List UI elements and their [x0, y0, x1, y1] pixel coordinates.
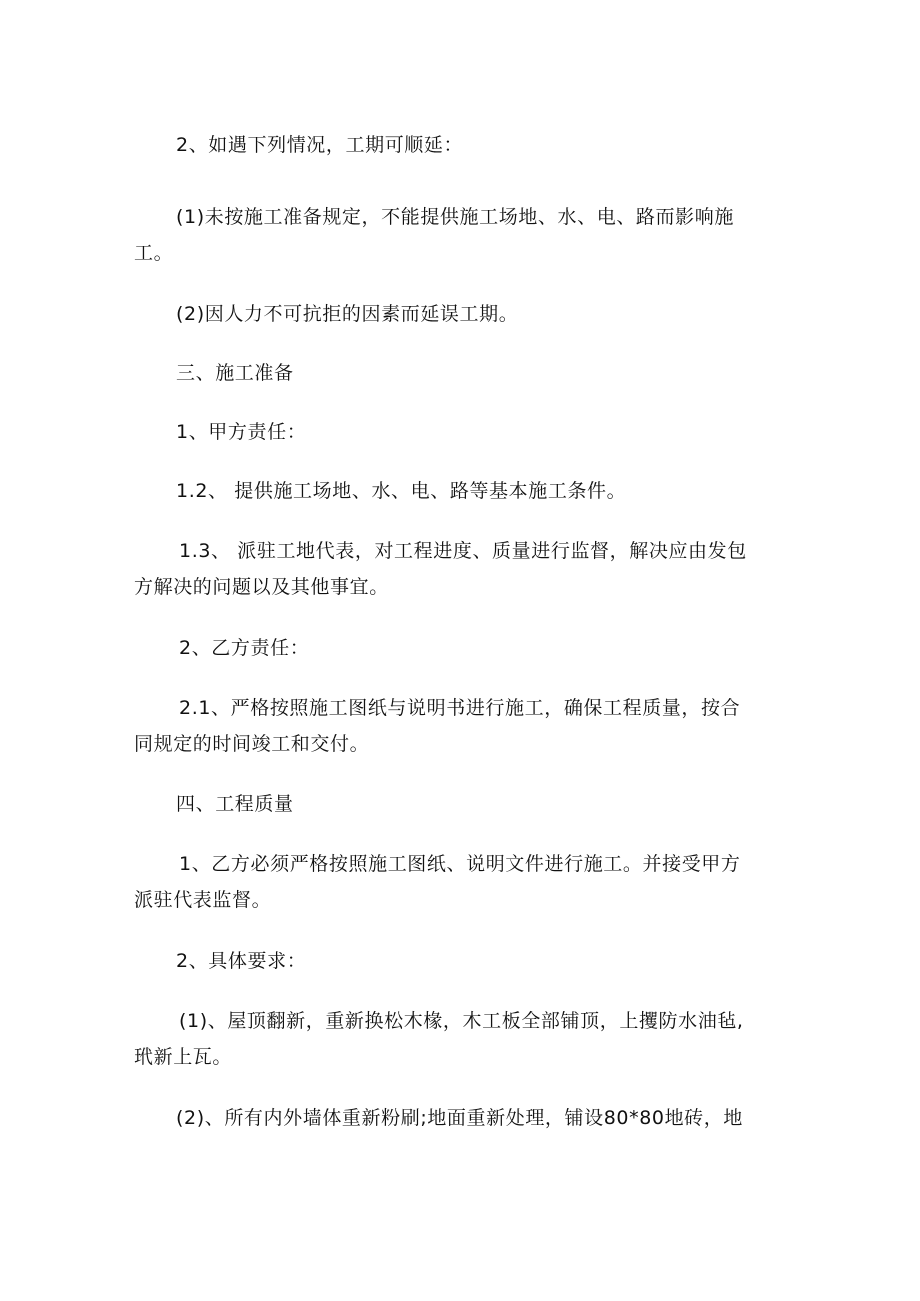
paragraph-delay-item-1: (1)未按施工准备规定，不能提供施工场地、水、电、路而影响施工。: [134, 206, 734, 264]
paragraph-delay-conditions: 2、如遇下列情况，工期可顺延：: [176, 134, 464, 156]
paragraph-requirement-2: (2)、所有内外墙体重新粉刷;地面重新处理，铺设80*80地砖，地: [176, 1107, 743, 1129]
paragraph-party-b-duties: 2、乙方责任：: [179, 637, 310, 659]
paragraph-item-2-1: 2.1、严格按照施工图纸与说明书进行施工，确保工程质量，按合同规定的时间竣工和交付。: [134, 697, 741, 755]
section-heading-construction-prep: 三、施工准备: [176, 362, 294, 384]
paragraph-item-1-3: 1.3、 派驻工地代表，对工程进度、质量进行监督，解决应由发包方解决的问题以及其他事宜。: [134, 540, 747, 598]
paragraph-specific-requirements: 2、具体要求：: [176, 950, 307, 972]
paragraph-requirement-1: (1)、屋顶翻新，重新换松木椽，木工板全部铺顶，上攫防水油毡,玳新上瓦。: [134, 1010, 744, 1068]
paragraph-quality-1: 1、乙方必须严格按照施工图纸、说明文件进行施工。并接受甲方派驻代表监督。: [134, 853, 741, 911]
paragraph-item-1-2: 1.2、 提供施工场地、水、电、路等基本施工条件。: [176, 480, 627, 502]
paragraph-delay-item-2: (2)因人力不可抗拒的因素而延误工期。: [176, 303, 519, 325]
paragraph-party-a-duties: 1、甲方责任：: [176, 421, 307, 443]
section-heading-quality: 四、工程质量: [176, 793, 294, 815]
